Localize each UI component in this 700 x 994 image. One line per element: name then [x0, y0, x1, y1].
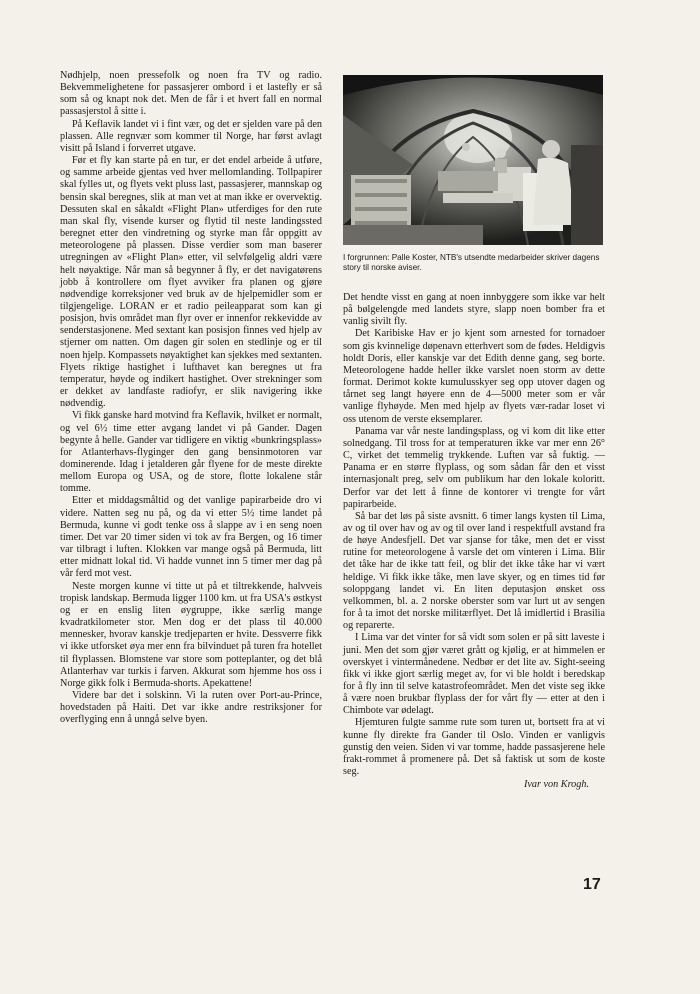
photo-caption: I forgrunnen: Palle Koster, NTB's utsendte medarbeider skriver dagens story til norske aviser. [343, 253, 600, 272]
paragraph: Det Karibiske Hav er jo kjent som arnested for tornadoer som gis kvinnelige døpenavn etterhvert som de fødes. Heldigvis holdt Doris, eller kanskje var det Edith denne gang, seg borte. Meteorologene hadde heller ikke varslet noen storm av dette format. Derimot kokte kumulusskyer seg opp utover dagen og tårnet seg langt høyere enn de 4—5000 meter som er vår vanlige flyhøyde. Men med hjelp av flyets vær-radar loset vi oss utenom de verste eksemplarer. [343, 328, 605, 425]
paragraph: Neste morgen kunne vi titte ut på et tiltrekkende, halvveis tropisk landskap. Bermuda ligger 1100 km. ut fra USA's østkyst og er en enslig liten øygruppe, ikke særlig mange kvadratkilometer stor. Men dog er det plass til 40.000 mennesker, hvorav kanskje tredjeparten er hvite. Dessverre fikk vi ikke utforsket øya mer enn fra bilvinduet på turen fra hotellet til flyplassen. Blomstene var store som potteplanter, og det blå Atlanterhav var turkis i farven. Akkurat som hjemme hos oss i Norge gikk folk i Bermuda-shorts. Apekattene! [60, 580, 322, 689]
right-column [343, 292, 605, 791]
paragraph: I Lima var det vinter for så vidt som solen er på sitt laveste i juni. Men det som gjør været grått og kjølig, er at himmelen er overskyet i vintermånedene. Nedbør er det lite av. Sight-seeing fikk vi ikke gjort særlig meget av, for vi ble holdt i beredskap for å fly inn til selve katastrofeområdet. Men det viste seg ikke å være noen brukbar flyplass der for vårt fly — etter at den i Chimbote var ødelagt. [343, 632, 605, 717]
author-signature: Ivar von Krogh. [524, 779, 589, 791]
paragraph: Etter et middagsmåltid og det vanlige papirarbeide dro vi videre. Natten seg nu på, og da vi etter 5½ time landet på Bermuda, kunne vi godt tenke oss å slappe av i en seng noen timer. Det var 20 timer siden vi tok av fra Bergen, og 16 timer var tilbragt i luften. Klokken var mange også på Bermuda, litt etter midnatt lokal tid. Vi hadde vunnet inn 5 timer mer dag på vår ferd mot vest. [60, 495, 322, 580]
paragraph: Nødhjelp, noen pressefolk og noen fra TV og radio. Bekvemmelighetene for passasjerer ombord i et lastefly er så som så og knapt nok det. Men de får i et hvert fall en normal passasjerstol å sitte i. [60, 70, 322, 118]
paragraph: Hjemturen fulgte samme rute som turen ut, bortsett fra at vi kunne fly direkte fra Gander til Oslo. Vinden er vanligvis gunstig den veien. Siden vi var tomme, hadde passasjerene hele frakt-rommet å promenere på. Det så faktisk ut som de koste seg. [343, 717, 605, 778]
cargo-cabin-photo [343, 75, 603, 245]
paragraph: Så bar det løs på siste avsnitt. 6 timer langs kysten til Lima, av og til over hav og av og til over land i respektfull avstand fra de høye Andesfjell. Det var sjanse for tåke, men det er visst rutine for meteorologene å varsle det om vinteren i Lima. Blir det tåke har de ikke tatt feil, og blir det ikke tåke har vi vært heldige. Vi fikk ikke tåke, men lave skyer, og en times tid før soloppgang landet vi. En liten deputasjon ønsket oss velkommen, bl. a. 2 norske oberster som var lurt ut av sengen for å ta imot det norske militærflyet. Det lå imidlertid i Brasilia og reparerte. [343, 510, 605, 632]
paragraph: Det hendte visst en gang at noen innbyggere som ikke var helt på bølgelengde med landets styre, slapp noen bomber fra et vanlig sivilt fly. [343, 292, 605, 328]
paragraph: Vi fikk ganske hard motvind fra Keflavik, hvilket er normalt, og vel 6½ time etter avgang landet vi på Gander. Dagen begynte å helle. Gander var tidligere en viktig «bunkringsplass» for Atlanterhavs-flyginger den gang bensinmotoren var dominerende. Idag i jetalderen går flyene for de meste direkte mellom Europa og USA, og de store, flotte lokalene står tomme. [60, 410, 322, 495]
page-number: 17 [583, 876, 601, 893]
paragraph: Videre bar det i solskinn. Vi la ruten over Port-au-Prince, hovedstaden på Haiti. Det var ikke andre restriksjoner for overflyging enn å unngå selve byen. [60, 689, 322, 726]
paragraph: Panama var vår neste landingsplass, og vi kom dit like etter solnedgang. Til tross for at temperaturen ikke var mer enn 26° C, virket det temmelig trykkende. Luften var så fuktig. — Panama er en større flyplass, og som sådan får den et visst internasjonalt preg, selv om publikum har den lokale koloritt. Derfor var det lett å finne de kontorer vi trengte for vårt papirarbeide. [343, 425, 605, 510]
left-column [60, 70, 322, 726]
paragraph: På Keflavik landet vi i fint vær, og det er sjelden vare på den plassen. Alle regnvær som kommer til Norge, har først avlagt visitt på Island i forverret utgave. [60, 118, 322, 154]
cargo-cabin-illustration [343, 75, 603, 245]
paragraph: Før et fly kan starte på en tur, er det endel arbeide å utføre, og samme arbeide gjentas ved hver mellomlanding. Tollpapirer skal fylles ut, og flyets vekt pluss last, passasjerer, mannskap og bensin skal beregnes, slik at man vet at man ikke er overvektig. Dessuten skal en såkaldt «Flight Plan» utferdiges for den rute man skal fly, visende kurser og flytid til neste landingssted beregnet etter den vindretning og styrke man får oppgitt av meteorologene på plassen. Disse verdier som man baserer utregningen av «Flight Plan» etter, vil selvfølgelig aldri være helt nøyaktige. Når man så begynner å fly, er det navigatørens jobb å kontrollere om flyet avviker fra planen og gjøre nødvendige korreksjoner ved bruk av de hjelpemidler som er tilgjengelige. LORAN er et radio peileapparat som kan gi posisjon, hvis området man flyr over er innenfor rekkevidde av senderstasjonene. Med sextant kan posisjon finnes ved hjelp av stjerner om natten. Om dagen gir solen en stedlinje og er til noen hjelp. Kompassets nøyaktighet kan sjekkes med sextanten. Flyets riktige hastighet i lufthavet kan beregnes ut fra temperatur, høyde og indikert hastighet. Over strekninger som er dekket av landfaste radiofyr, er slik navigering ikke nødvendig. [60, 155, 322, 410]
